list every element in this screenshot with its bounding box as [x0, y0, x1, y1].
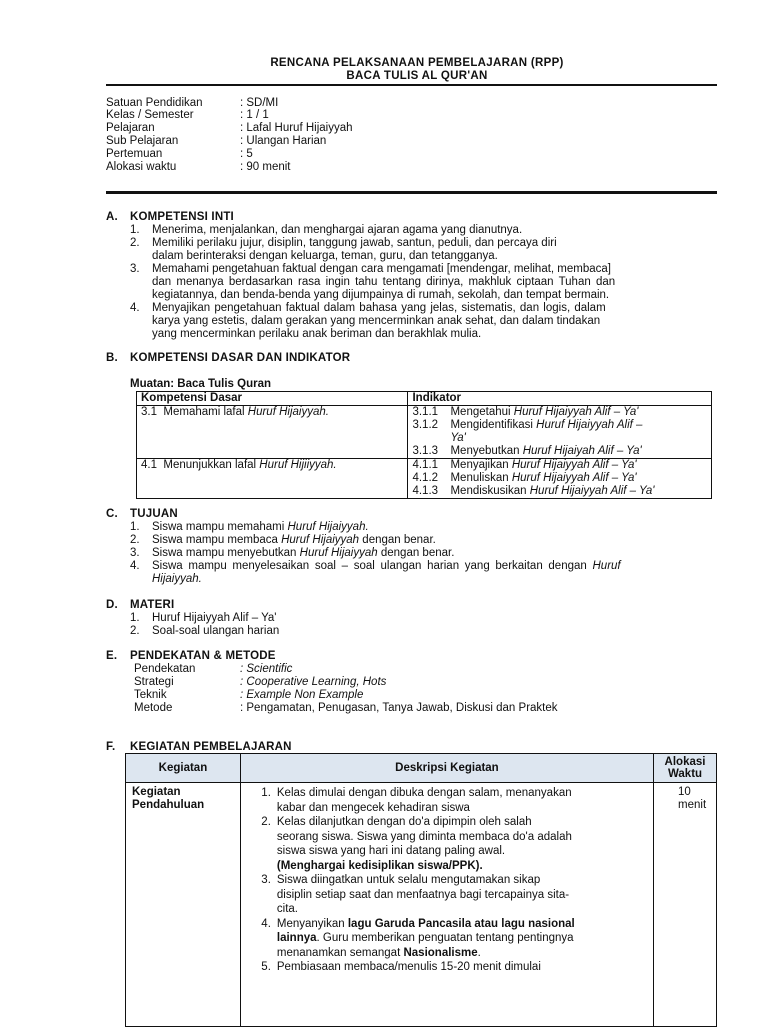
list-text [152, 547, 454, 559]
activity-text: . [477, 946, 481, 959]
kegiatan-text: Kegiatan [132, 786, 181, 798]
list-number: 1. [130, 224, 140, 236]
list-text [152, 521, 369, 533]
identity-label: Kelas / Semester [106, 109, 194, 121]
method-label: Teknik [134, 689, 167, 701]
activity-item [249, 815, 645, 873]
table-row [126, 783, 717, 1027]
header-text: Kegiatan [158, 761, 208, 774]
list-text: yang mencerminkan perilaku anak beriman dan berakhlak mulia. [152, 328, 482, 340]
section-title: MATERI [130, 599, 175, 611]
indicator-text: Mendiskusikan [450, 485, 527, 497]
waktu-cell [654, 783, 717, 1027]
method-label: Strategi [134, 676, 174, 688]
activity-bold: lainnya [276, 932, 317, 944]
tujuan-after: dengan benar. [362, 534, 436, 546]
activity-text: siswa siswa yang hari ini datang paling awal. [276, 845, 506, 857]
list-number: 2. [130, 534, 140, 546]
method-value: : Cooperative Learning, Hots [240, 676, 387, 688]
tujuan-italic: Huruf Hijaiyyah. [287, 521, 369, 533]
document-subtitle: BACA TULIS AL QUR'AN [346, 70, 488, 82]
indicator-code: 3.1.1 [412, 406, 439, 418]
list-number: 4. [130, 302, 140, 314]
kegiatan-cell [126, 783, 241, 1027]
section-title: KOMPETENSI DASAR DAN INDIKATOR [130, 352, 351, 364]
section-title: KOMPETENSI INTI [130, 211, 234, 223]
activity-text: Menyanyikan [276, 917, 345, 930]
indicator-item [412, 445, 707, 458]
list-text: Menerima, menjalankan, dan menghargai ajaran agama yang dianutnya. [152, 224, 523, 236]
tujuan-text: Siswa mampu menyelesaikan soal – soal ulangan harian yang berkaitan dengan [152, 560, 587, 572]
list-number: 4. [130, 560, 140, 572]
indicator-italic: Huruf Hijaiyyah Alif – [536, 419, 643, 431]
activity-item [249, 873, 645, 917]
tujuan-italic: Huruf Hijaiyyah [299, 547, 378, 559]
list-text [152, 534, 436, 546]
section-letter: F. [106, 741, 116, 753]
indicator-cell [408, 459, 712, 499]
identity-value: : 90 menit [240, 161, 291, 173]
tujuan-after: dengan benar. [380, 547, 455, 559]
section-heading-d [106, 599, 174, 611]
section-heading-b [106, 352, 350, 364]
activity-bold: lagu Garuda Pancasila atau lagu nasional [347, 917, 575, 930]
waktu-value: 10 [678, 786, 691, 798]
indicator-text: Menyajikan [450, 459, 509, 471]
indicator-italic: Huruf Hijaiyyah Alif – Ya' [511, 472, 637, 484]
activity-number: 4. [261, 917, 271, 930]
activity-text: cita. [276, 903, 298, 915]
list-number: 1. [130, 521, 140, 533]
indicator-item [412, 472, 707, 485]
indicator-italic: Huruf Hijaiyah Alif – Ya' [522, 445, 642, 457]
tujuan-text: Siswa mampu membaca [152, 534, 278, 546]
list-text: Soal-soal ulangan harian [152, 625, 280, 637]
section-title: TUJUAN [130, 508, 178, 520]
list-number: 1. [130, 612, 140, 624]
identity-value: : Ulangan Harian [240, 135, 327, 147]
identity-label: Pelajaran [106, 122, 155, 134]
activity-text: Kelas dimulai dengan dibuka dengan salam, menanyakan [276, 787, 572, 799]
indicator-italic: Huruf Hijaiyyah Alif – Ya' [529, 485, 655, 497]
kd-cell [137, 459, 408, 499]
indicator-text: Mengidentifikasi [450, 419, 533, 431]
list-text: dan menanya berdasarkan rasa ingin tahu tentang dirinya, makhluk ciptaan Tuhan dan [152, 276, 616, 288]
table-row [137, 406, 712, 459]
indicator-code: 3.1.2 [412, 419, 439, 431]
section-title: PENDEKATAN & METODE [130, 650, 276, 662]
identity-value: : SD/MI [240, 97, 279, 109]
indicator-code: 4.1.2 [412, 472, 439, 484]
identity-label: Alokasi waktu [106, 161, 177, 173]
kd-text: Menunjukkan lafal [163, 459, 257, 471]
section-letter: C. [106, 508, 118, 520]
section-letter: A. [106, 211, 118, 223]
method-label: Pendekatan [134, 663, 196, 675]
indicator-italic: Huruf Hijaiyyah Alif – Ya' [511, 459, 637, 471]
indicator-item [412, 485, 707, 498]
kd-number: 3.1 [141, 406, 157, 418]
kd-indicator-table [136, 391, 712, 499]
section-heading-a [106, 211, 234, 223]
tujuan-italic: Huruf Hijaiyyah [281, 534, 360, 546]
identity-divider [106, 191, 717, 194]
identity-label: Pertemuan [106, 148, 163, 160]
table-header-deskripsi [240, 754, 653, 783]
list-text: kegiatannya, dan benda-benda yang dijumpainya di rumah, sekolah, dan tempat bermain. [152, 289, 610, 301]
kd-italic: Huruf Hijaiyyah. [247, 406, 329, 418]
indicator-code: 3.1.3 [412, 445, 439, 457]
activity-text: Kelas dilanjutkan dengan do'a dipimpin oleh salah [276, 816, 532, 828]
list-text: karya yang estetis, dalam gerakan yang mencerminkan anak sehat, dan dalam tindakan [152, 315, 601, 327]
indicator-item [412, 406, 707, 419]
kd-text: Memahami lafal [163, 406, 245, 418]
section-heading-f [106, 741, 292, 753]
activity-item [249, 917, 645, 961]
identity-value: : Lafal Huruf Hijaiyyah [240, 122, 353, 134]
activity-number: 5. [261, 961, 271, 973]
indicator-italic: Huruf Hijaiyyah Alif – Ya' [513, 406, 639, 418]
document-title: RENCANA PELAKSANAAN PEMBELAJARAN (RPP) [270, 57, 564, 69]
list-number: 3. [130, 263, 140, 275]
activity-bold: (Menghargai kedisiplikan siswa/PPK). [276, 859, 483, 872]
tujuan-italic: Hijaiyyah. [152, 573, 202, 585]
indicator-text: Mengetahui [450, 406, 511, 418]
list-number: 3. [130, 547, 140, 559]
indicator-code: 4.1.3 [412, 485, 439, 497]
activity-item [249, 960, 645, 975]
method-value: : Example Non Example [240, 689, 364, 701]
list-text: Huruf Hijaiyyah Alif – Ya' [152, 612, 277, 624]
muatan-label: Muatan: Baca Tulis Quran [130, 378, 272, 390]
list-number: 2. [130, 237, 140, 249]
kd-italic: Huruf Hijiiyyah. [259, 459, 337, 471]
identity-label: Satuan Pendidikan [106, 97, 203, 109]
kegiatan-text: Pendahuluan [132, 799, 205, 811]
header-text: Kompetensi Dasar [141, 392, 242, 404]
indicator-item [412, 419, 707, 445]
section-letter: D. [106, 599, 118, 611]
list-number: 2. [130, 625, 140, 637]
kd-cell [137, 406, 408, 459]
header-text: Alokasi [664, 756, 706, 768]
tujuan-italic: Huruf [592, 560, 621, 572]
list-text: dalam berinteraksi dengan keluarga, teman, guru, dan tetangganya. [152, 250, 498, 262]
title-divider [106, 84, 717, 86]
activity-text: kabar dan mengecek kehadiran siswa [276, 801, 470, 814]
method-value: : Scientific [240, 663, 293, 675]
indicator-italic: Ya' [450, 432, 466, 444]
activity-item [249, 786, 645, 815]
activity-text: menanamkan semangat [276, 946, 401, 959]
section-letter: E. [106, 650, 118, 662]
header-text: Indikator [412, 392, 462, 404]
list-text: Menyajikan pengetahuan faktual dalam bahasa yang jelas, sistematis, dan logis, dalam [152, 302, 606, 314]
activity-text: Siswa diingatkan untuk selalu mengutamakan sikap [276, 874, 541, 886]
table-header-kegiatan [126, 754, 241, 783]
activity-number: 3. [261, 874, 271, 886]
activity-number: 2. [261, 816, 271, 828]
activities-table [125, 753, 717, 1027]
activity-number: 1. [261, 787, 271, 799]
tujuan-text: Siswa mampu menyebutkan [152, 547, 297, 559]
list-text [152, 573, 202, 585]
list-text: Memahami pengetahuan faktual dengan cara mengamati [mendengar, melihat, membaca] [152, 263, 611, 275]
waktu-unit: menit [678, 799, 707, 811]
header-text: Waktu [667, 768, 703, 780]
section-title: KEGIATAN PEMBELAJARAN [130, 741, 292, 753]
indicator-item [412, 459, 707, 472]
table-header-kd [137, 392, 408, 406]
table-row [137, 459, 712, 499]
section-heading-e [106, 650, 276, 662]
header-text: Deskripsi Kegiatan [395, 761, 499, 774]
activity-text: . Guru memberikan penguatan tentang pentingnya [316, 932, 574, 944]
activity-text: seorang siswa. Siswa yang diminta membaca do'a adalah [276, 830, 572, 843]
activity-bold: Nasionalisme [403, 946, 478, 959]
method-label: Metode [134, 702, 173, 714]
list-text: Memiliki perilaku jujur, disiplin, tanggung jawab, santun, peduli, dan percaya diri [152, 237, 557, 249]
kd-number: 4.1 [141, 459, 157, 471]
table-header-alokasi [654, 754, 717, 783]
deskripsi-cell [240, 783, 653, 1027]
table-header-indikator [408, 392, 712, 406]
activity-text: disiplin setiap saat dan menfaatnya bagi tercapainya sita- [276, 888, 570, 901]
identity-value: : 5 [240, 148, 253, 160]
identity-label: Sub Pelajaran [106, 135, 179, 147]
identity-value: : 1 / 1 [240, 109, 269, 121]
list-text [152, 560, 621, 572]
activity-text: Pembiasaan membaca/menulis 15-20 menit dimulai [276, 961, 541, 973]
section-letter: B. [106, 352, 118, 364]
indicator-code: 4.1.1 [412, 459, 439, 471]
section-heading-c [106, 508, 178, 520]
indicator-text: Menyebutkan [450, 445, 520, 457]
indicator-text: Menuliskan [450, 472, 509, 484]
indicator-cell [408, 406, 712, 459]
tujuan-text: Siswa mampu memahami [152, 521, 285, 533]
method-value: : Pengamatan, Penugasan, Tanya Jawab, Diskusi dan Praktek [240, 702, 558, 714]
